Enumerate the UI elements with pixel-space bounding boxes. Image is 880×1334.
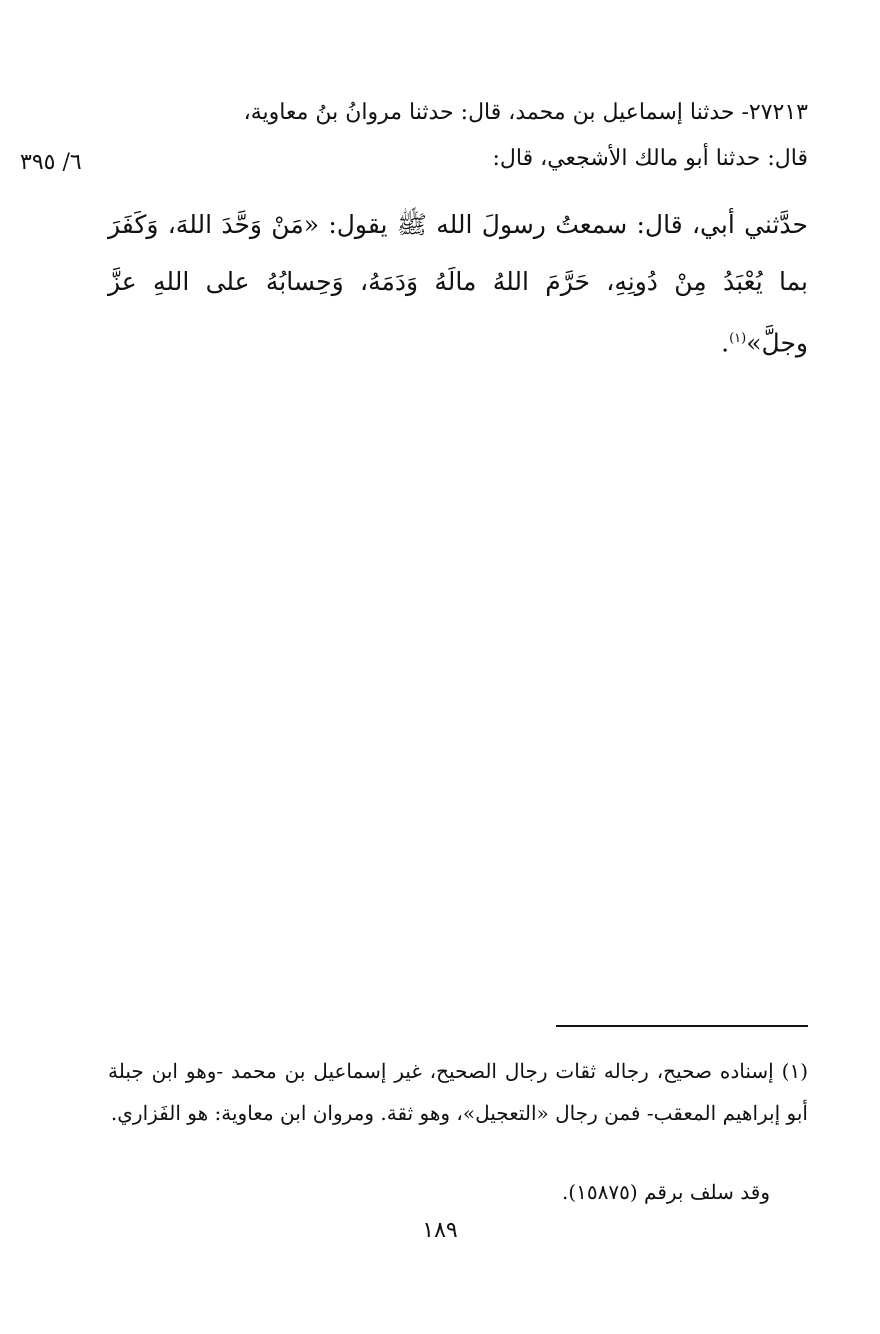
hadith-text: [108, 196, 808, 371]
volume-page-reference: ٦/ ٣٩٥: [20, 150, 82, 175]
hadith-body-text: حدَّثني أبي، قال: سمعتُ رسولَ الله ﷺ يقول: «مَنْ وَحَّدَ اللهَ، وَكَفَرَ بما يُعْبَدُ مِنْ دُونِهِ، حَرَّمَ اللهُ مالَهُ وَدَمَهُ، وَحِسابُهُ على اللهِ عزَّ وجلَّ»: [108, 210, 808, 358]
hadith-header-line-1: ٢٧٢١٣- حدثنا إسماعيل بن محمد، قال: حدثنا مروانُ بنُ معاوية،: [243, 100, 808, 125]
hadith-header-line-2: قال: حدثنا أبو مالك الأشجعي، قال:: [492, 146, 808, 171]
footnote-divider: [556, 1025, 808, 1027]
end-punctuation: .: [721, 328, 730, 358]
footnote-1: (١) إسناده صحيح، رجاله ثقات رجال الصحيح، غير إسماعيل بن محمد -وهو ابن جبلة أبو إبراهيم المعقب- فمن رجال «التعجيل»، وهو ثقة. ومروان ابن معاوية: هو الفَزاري.: [108, 1059, 808, 1125]
footnote-cross-reference: وقد سلف برقم (١٥٨٧٥).: [561, 1180, 770, 1204]
footnote-marker: (١): [729, 331, 747, 346]
page-number: ١٨٩: [422, 1218, 458, 1243]
